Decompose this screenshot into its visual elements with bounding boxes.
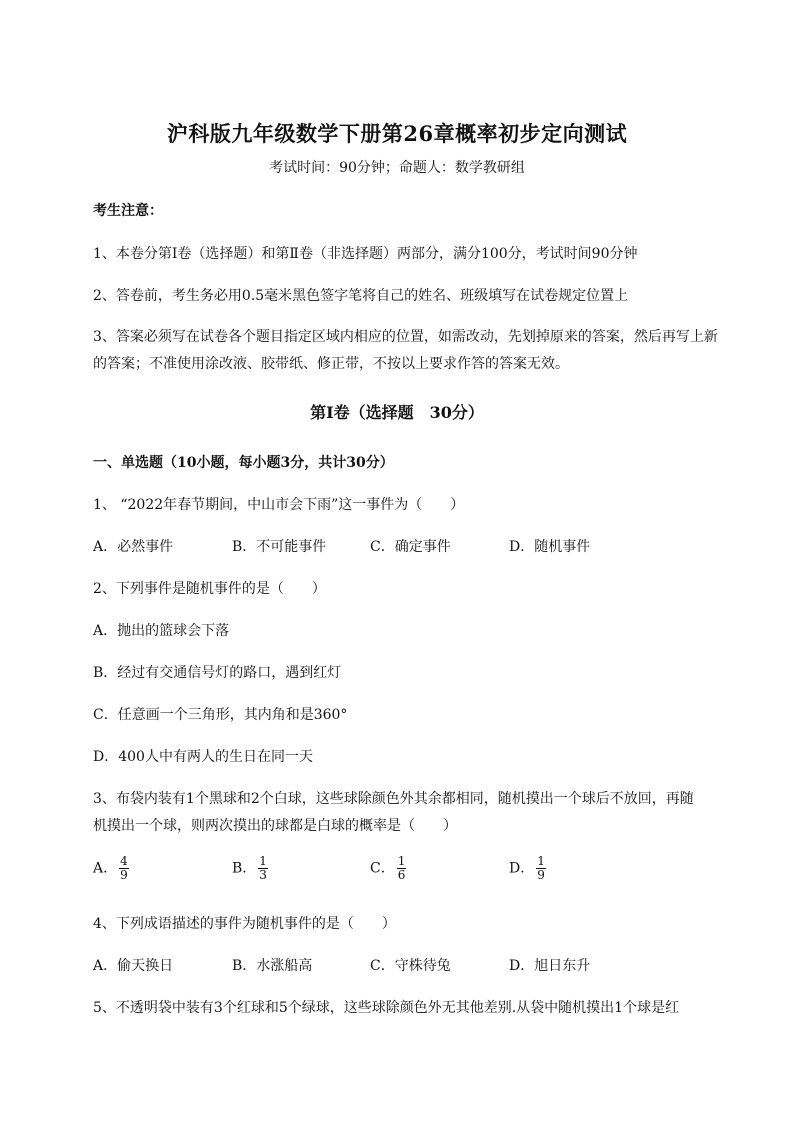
question-3-option-b [232,855,268,882]
fraction-denominator: 6 [397,868,406,882]
fraction [119,855,129,882]
exam-info: 考试时间：90分钟；命题人：数学教研组 [269,160,525,176]
notice-item-3-line-1: 3、答案必须写在试卷各个题目指定区域内相应的位置，如需改动，先划掉原来的答案，然后再写上新 [93,329,718,345]
notice-item-1: 1、本卷分第I卷（选择题）和第Ⅱ卷（非选择题）两部分，满分100分，考试时间90分钟 [93,246,638,262]
question-4-option-b: B．水涨船高 [232,958,313,974]
document-title: 沪科版九年级数学下册第26章概率初步定向测试 [166,121,628,146]
question-1-option-c: C．确定事件 [370,539,451,555]
fraction [536,855,546,882]
fraction-denominator: 3 [259,868,267,882]
question-1-stem: 1、 “2022年春节期间，中山市会下雨”这一事件为（ ） [93,497,465,513]
fraction-numerator: 1 [259,854,267,868]
question-2-option-d: D．400人中有两人的生日在同一天 [93,749,313,765]
question-2-option-a: A．抛出的篮球会下落 [93,623,230,639]
fraction-numerator: 4 [120,854,128,868]
question-3-stem-line-2: 机摸出一个球，则两次摸出的球都是白球的概率是（ ） [93,818,457,834]
option-label: D． [509,860,535,877]
fraction [258,855,268,882]
question-1-option-d: D．随机事件 [509,539,591,555]
question-5-stem: 5、不透明袋中装有3个红球和5个绿球，这些球除颜色外无其他差别.从袋中随机摸出1个球是红 [93,1000,680,1016]
question-3-stem-line-1: 3、布袋内装有1个黑球和2个白球，这些球除颜色外其余都相同，随机摸出一个球后不放回，再随 [93,791,694,807]
question-3-option-c [370,855,406,882]
question-2-option-c: C．任意画一个三角形，其内角和是360° [93,707,348,723]
option-label: B． [232,860,257,877]
fraction-denominator: 9 [120,868,128,882]
question-1-option-a: A．必然事件 [93,539,174,555]
question-3-option-d [509,855,546,882]
notice-item-3-line-2: 的答案；不准使用涂改液、胶带纸、修正带，不按以上要求作答的答案无效。 [93,356,569,372]
question-4-option-c: C．守株待兔 [370,958,451,974]
fraction-numerator: 1 [537,854,545,868]
fraction-denominator: 9 [537,868,545,882]
part-heading: 一、单选题（10小题，每小题3分，共计30分） [93,455,394,471]
fraction [397,855,407,882]
notice-item-2: 2、答卷前，考生务必用0.5毫米黑色签字笔将自己的姓名、班级填写在试卷规定位置上 [93,288,629,304]
option-label: C． [370,860,395,877]
question-4-option-a: A．偷天换日 [93,958,174,974]
question-2-option-b: B．经过有交通信号灯的路口，遇到红灯 [93,665,342,681]
question-3-option-a [93,855,129,882]
question-1-option-b: B．不可能事件 [232,539,327,555]
question-2-stem: 2、下列事件是随机事件的是（ ） [93,581,326,597]
option-label: A． [93,860,118,877]
notice-heading: 考生注意： [93,203,163,219]
question-4-option-d: D．旭日东升 [509,958,591,974]
fraction-numerator: 1 [397,854,406,868]
section-title: 第I卷（选择题 30分） [310,403,484,422]
question-4-stem: 4、下列成语描述的事件为随机事件的是（ ） [93,916,396,932]
